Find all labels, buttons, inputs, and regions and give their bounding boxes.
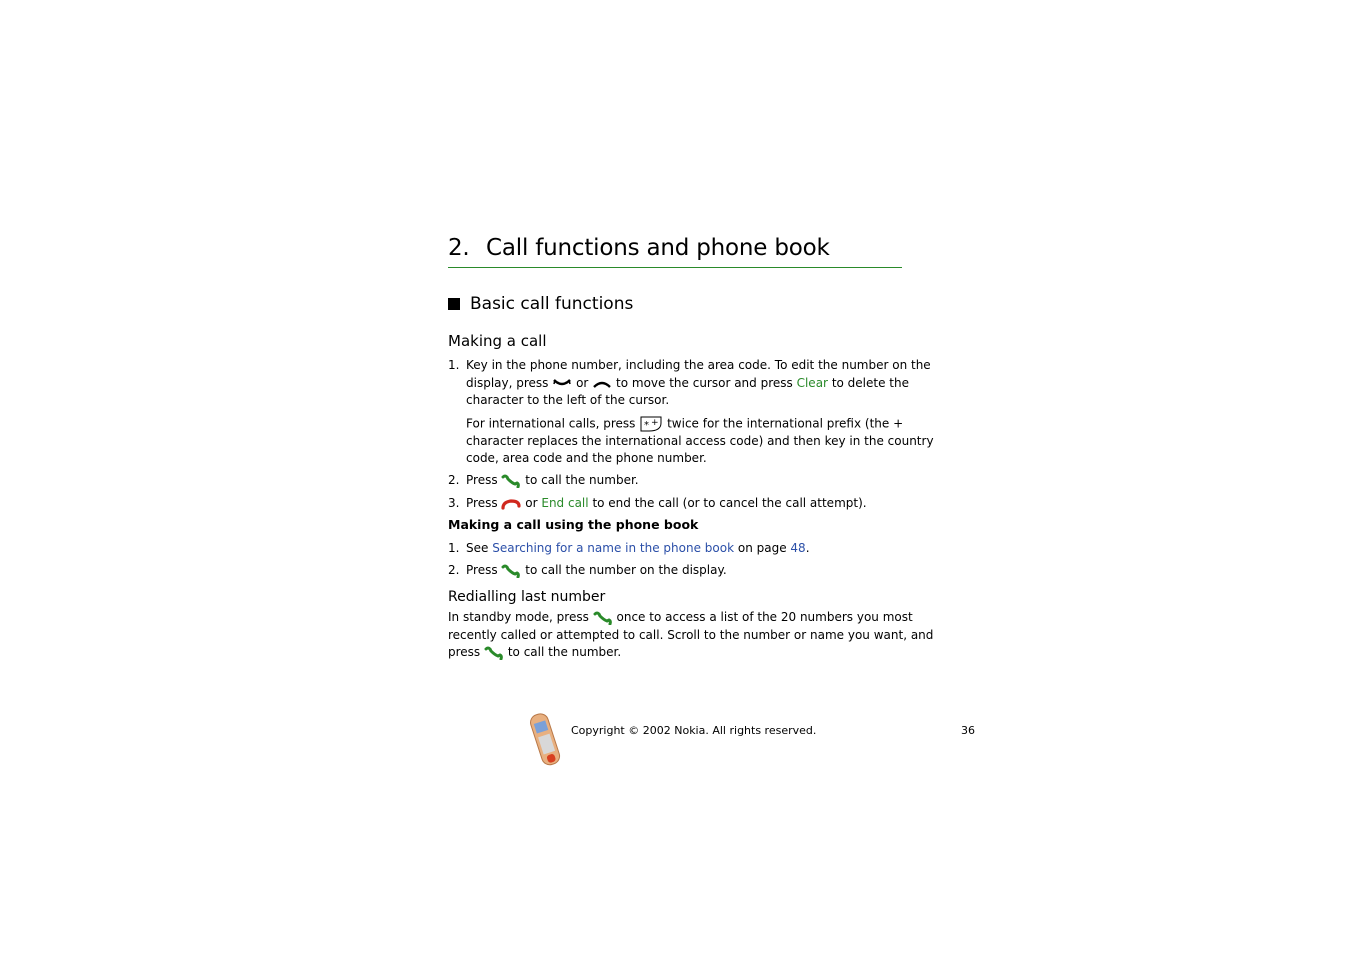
intl-line-1 — [466, 415, 934, 433]
step-number: 3. — [448, 496, 460, 510]
call-key-icon — [593, 611, 613, 625]
step-1-line-1: Key in the phone number, including the area code. To edit the number on the — [466, 358, 931, 372]
svg-text:*: * — [644, 419, 650, 431]
chapter-number: 2. — [448, 235, 470, 261]
chapter-title — [448, 232, 902, 264]
call-key-icon — [501, 474, 521, 488]
text: to call the number on the display. — [525, 563, 727, 577]
text: Press — [466, 563, 498, 577]
redial-paragraph — [448, 609, 933, 662]
text: on page — [737, 541, 787, 555]
intl-line-2: character replaces the international access code) and then key in the country — [466, 433, 934, 448]
text: . — [805, 541, 810, 555]
text: twice for the international prefix (the + — [667, 416, 904, 430]
star-key-icon — [639, 415, 663, 433]
text: to move the cursor and press — [616, 375, 793, 390]
phonebook-heading: Making a call using the phone book — [448, 517, 699, 532]
text: once to access a list of the 20 numbers you most — [616, 610, 913, 624]
svg-text:+: + — [651, 417, 659, 428]
call-key-icon — [501, 564, 521, 578]
copyright-text: Copyright © 2002 Nokia. All rights reserved. — [571, 724, 817, 737]
step-number: 2. — [448, 563, 460, 577]
step-text — [466, 472, 639, 490]
text: See — [466, 541, 489, 555]
search-name-link[interactable]: Searching for a name in the phone book — [492, 541, 735, 555]
phone-image-icon — [527, 711, 565, 767]
step-text — [466, 495, 867, 513]
end-call-key-icon — [501, 497, 521, 511]
text: Press — [466, 473, 498, 487]
text: In standby mode, press — [448, 610, 589, 624]
redial-line-2: recently called or attempted to call. Scroll to the number or name you want, and — [448, 627, 934, 642]
step-1-line-2 — [466, 375, 934, 393]
step-number: 2. — [448, 473, 460, 487]
intl-line-3: code, area code and the phone number. — [466, 451, 707, 465]
text: to delete the — [831, 375, 909, 390]
step-number: 1. — [448, 541, 460, 555]
text: or — [525, 496, 538, 510]
redial-heading: Redialling last number — [448, 589, 606, 605]
redial-line-3 — [448, 644, 933, 662]
step-text — [466, 357, 934, 468]
chapter-header — [448, 232, 902, 268]
making-call-heading: Making a call — [448, 332, 547, 350]
end-call-key-label: End call — [541, 496, 589, 510]
call-key-icon — [484, 646, 504, 660]
text: For international calls, press — [466, 416, 636, 430]
text: Press — [466, 496, 498, 510]
page-link[interactable]: 48 — [790, 541, 806, 555]
text: to end the call (or to cancel the call attempt). — [592, 496, 867, 510]
square-bullet-icon — [448, 298, 460, 310]
step-1-line-3: character to the left of the cursor. — [466, 393, 670, 407]
step-text — [466, 540, 810, 558]
scroll-up-icon — [592, 377, 612, 389]
section-title: Basic call functions — [470, 294, 634, 314]
page-number: 36 — [961, 724, 975, 737]
section-header — [448, 292, 633, 316]
text: press — [448, 645, 481, 659]
text: to call the number. — [507, 645, 622, 659]
text: to call the number. — [525, 473, 639, 487]
text: or — [576, 375, 589, 390]
redial-line-1 — [448, 609, 933, 627]
scroll-down-icon — [552, 377, 572, 389]
chapter-title-text: Call functions and phone book — [486, 235, 830, 261]
step-text — [466, 562, 727, 580]
text: display, press — [466, 375, 549, 390]
step-number: 1. — [448, 358, 460, 372]
clear-key-label: Clear — [796, 375, 828, 390]
